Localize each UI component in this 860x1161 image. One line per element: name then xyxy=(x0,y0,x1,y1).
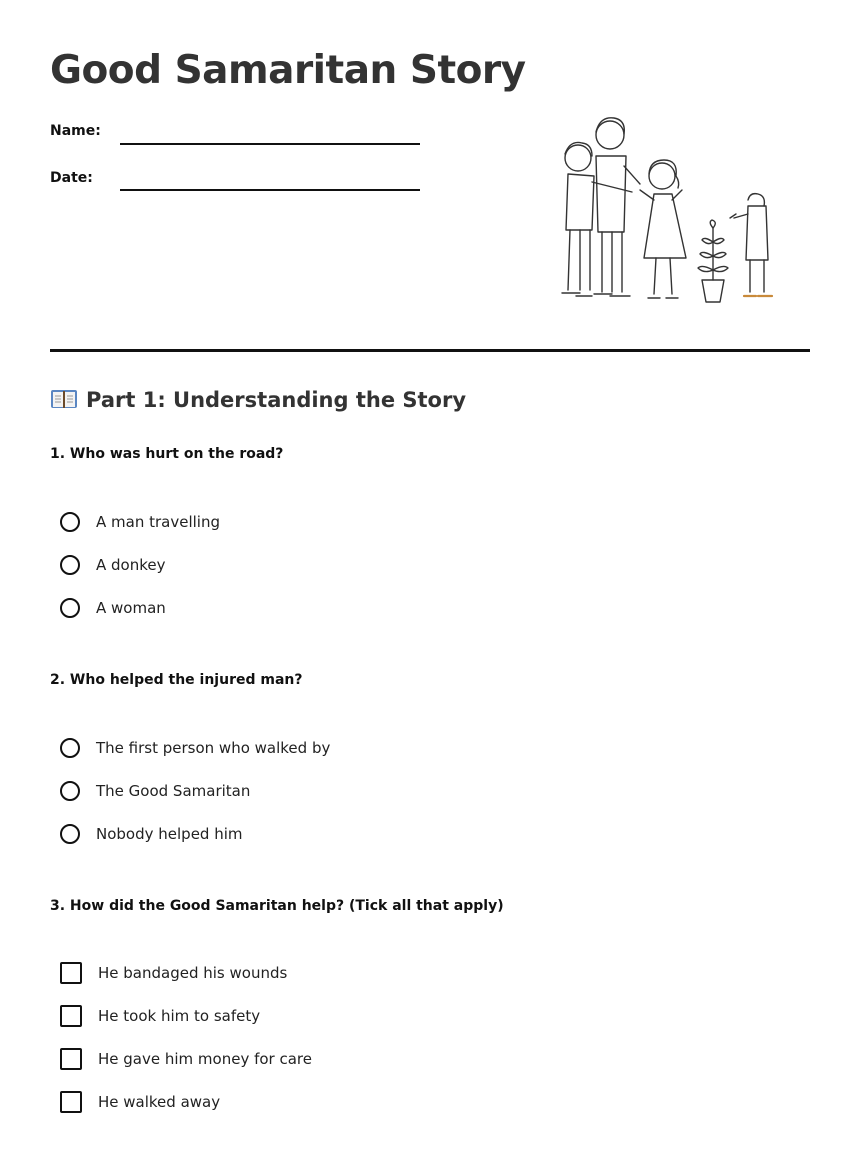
option-label: The first person who walked by xyxy=(96,739,331,757)
option-label: He took him to safety xyxy=(98,1007,261,1025)
q1-option-1[interactable] xyxy=(60,512,220,532)
date-label: Date: xyxy=(50,170,93,186)
question-1: 1. Who was hurt on the road? xyxy=(50,446,284,462)
radio-button[interactable] xyxy=(60,738,80,758)
q2-option-1[interactable] xyxy=(60,738,330,758)
q1-option-3[interactable] xyxy=(60,598,166,618)
checkbox[interactable] xyxy=(60,1005,82,1027)
q3-option-3[interactable] xyxy=(60,1048,312,1070)
worksheet-title: Good Samaritan Story xyxy=(50,48,526,93)
radio-button[interactable] xyxy=(60,555,80,575)
q3-option-2[interactable] xyxy=(60,1005,260,1027)
option-label: He walked away xyxy=(98,1093,221,1111)
q3-option-1[interactable] xyxy=(60,962,287,984)
option-label: A man travelling xyxy=(96,513,220,531)
children-illustration xyxy=(552,110,782,306)
option-label: A donkey xyxy=(96,556,166,574)
question-2: 2. Who helped the injured man? xyxy=(50,672,303,688)
part1-title: Part 1: Understanding the Story xyxy=(86,388,467,412)
checkbox[interactable] xyxy=(60,1048,82,1070)
radio-button[interactable] xyxy=(60,781,80,801)
section-divider xyxy=(50,349,810,352)
radio-button[interactable] xyxy=(60,598,80,618)
q2-option-2[interactable] xyxy=(60,781,250,801)
option-label: Nobody helped him xyxy=(96,825,243,843)
radio-button[interactable] xyxy=(60,512,80,532)
name-field[interactable] xyxy=(120,143,420,145)
book-icon xyxy=(50,388,78,410)
option-label: The Good Samaritan xyxy=(96,782,251,800)
radio-button[interactable] xyxy=(60,824,80,844)
q1-option-2[interactable] xyxy=(60,555,166,575)
q3-option-4[interactable] xyxy=(60,1091,220,1113)
part1-heading xyxy=(50,388,466,412)
option-label: A woman xyxy=(96,599,166,617)
question-3: 3. How did the Good Samaritan help? (Tick all that apply) xyxy=(50,898,504,914)
checkbox[interactable] xyxy=(60,962,82,984)
checkbox[interactable] xyxy=(60,1091,82,1113)
name-label: Name: xyxy=(50,123,101,139)
q2-option-3[interactable] xyxy=(60,824,243,844)
option-label: He gave him money for care xyxy=(98,1050,312,1068)
date-field[interactable] xyxy=(120,189,420,191)
option-label: He bandaged his wounds xyxy=(98,964,288,982)
